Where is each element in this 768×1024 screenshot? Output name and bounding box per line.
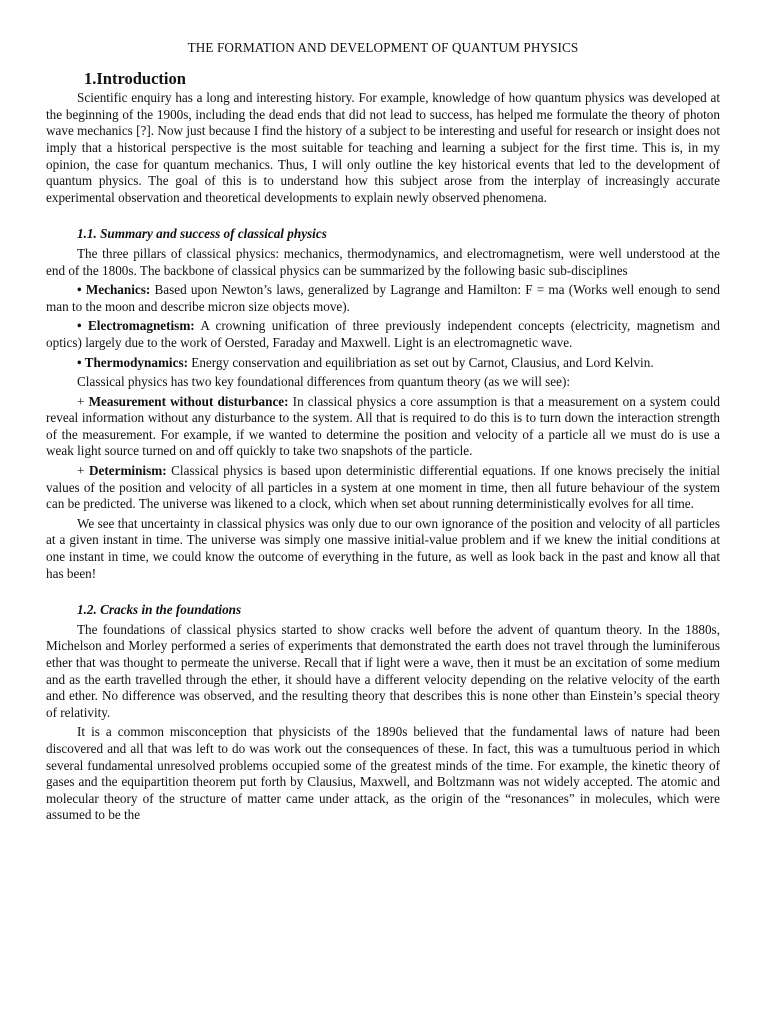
mechanics-item: [46, 282, 720, 315]
electromagnetism-text: A crowning unification of three previously independent concepts (electricity, magnetism and optics) largely due to the work of Oersted, Faraday and Maxwell. Light is an electromagnetic wave.: [46, 318, 720, 350]
determinism-label: Determinism:: [88, 463, 167, 479]
mechanics-text: Based upon Newton’s laws, generalized by Lagrange and Hamilton: F = ma (Works well enough to send man to the moon and describe micron size objects move).: [46, 282, 720, 314]
determinism-item: [46, 463, 720, 513]
measurement-label: Measurement without disturbance:: [88, 393, 289, 409]
heading-cracks: 1.2. Cracks in the foundations: [77, 602, 242, 618]
classical-intro-paragraph: The three pillars of classical physics: mechanics, thermodynamics, and electromagnetism, were well understood at the end of the 1800s. The backbone of classical physics can be summarized by the following basic sub-disciplines: [46, 245, 720, 278]
measurement-text: In classical physics a core assumption is that a measurement on a system could reveal information without any disturbance to the system. All that is required to do this is to turn down the interaction strength of the measurement. For example, if we wanted to determine the position and velocity of a particle all we must do is use a weak light source turned on and off quickly to take two snapshots of the particle.: [46, 393, 720, 459]
differences-paragraph: Classical physics has two key foundational differences from quantum theory (as we will see):: [77, 374, 571, 390]
mechanics-label: • Mechanics:: [77, 282, 151, 298]
document-title: THE FORMATION AND DEVELOPMENT OF QUANTUM PHYSICS: [187, 40, 579, 55]
uncertainty-paragraph: We see that uncertainty in classical physics was only due to our own ignorance of the position and velocity of all particles at a given instant in time. The universe was simply one massive initial-value problem and if we knew the initial conditions at one instant in time, we could know the outcome of everything in the future, as well as look back in the past and know all that has been!: [46, 515, 720, 581]
cracks-paragraph-1: The foundations of classical physics started to show cracks well before the advent of quantum theory. In the 1880s, Michelson and Morley performed a series of experiments that demonstrated the earth does not travel through the luminiferous ether that was thought to permeate the universe. Recall that if light were a wave, then it must be an excitation of some medium and as the earth travelled through the ether, it should have a different velocity depending on the relative velocity of the earth and ether. No difference was observed, and the resulting theory that describes this is none other than Einstein’s special theory of relativity.: [46, 621, 720, 720]
electromagnetism-label: • Electromagnetism:: [77, 318, 195, 334]
heading-classical-physics: 1.1. Summary and success of classical physics: [77, 226, 327, 242]
determinism-text: Classical physics is based upon deterministic differential equations. If one knows precisely the initial values of the position and velocity of all particles in a system at one moment in time, then all future behaviour of the system can be predicted. The universe was likened to a clock, which when set about running deterministically evolves for all time.: [46, 463, 721, 512]
determinism-prefix: +: [77, 463, 89, 479]
thermodynamics-text: Energy conservation and equilibriation as set out by Carnot, Clausius, and Lord Kelvin.: [187, 354, 654, 370]
thermodynamics-item: [46, 355, 720, 372]
heading-introduction: 1.Introduction: [84, 68, 186, 88]
document-page: [46, 40, 720, 827]
measurement-prefix: +: [77, 393, 89, 409]
intro-paragraph: Scientific enquiry has a long and interesting history. For example, knowledge of how quantum physics was developed at the beginning of the 1900s, including the dead ends that did not lead to success, has helped me formulate the theory of photon wave mechanics [?]. Now just because I find the history of a subject to be interesting and useful for research or insight does not imply that a historical perspective is the most suitable for teaching and learning a subject for the first time. This is, in my opinion, the case for quantum mechanics. Thus, I will only outline the key historical events that led to the development of quantum physics. The goal of this is to understand how this subject arose from the interplay of increasingly accurate experimental observation and theoretical developments to explain newly observed phenomena.: [46, 90, 720, 205]
cracks-paragraph-2: It is a common misconception that physicists of the 1890s believed that the fundamental laws of nature had been discovered and all that was left to do was work out the consequences of these. In fact, this was a tumultuous period in which several fundamental unresolved problems occupied some of the greatest minds of the time. For example, the kinetic theory of gases and the equipartition theorem put forth by Clausius, Maxwell, and Boltzmann was not widely accepted. The atomic and molecular theory of the structure of matter came under attack, as the origin of the “resonances” in molecules, which were assumed to be the: [46, 724, 720, 823]
measurement-item: [46, 394, 720, 460]
electromagnetism-item: [46, 318, 720, 351]
thermodynamics-label: • Thermodynamics:: [77, 354, 188, 370]
